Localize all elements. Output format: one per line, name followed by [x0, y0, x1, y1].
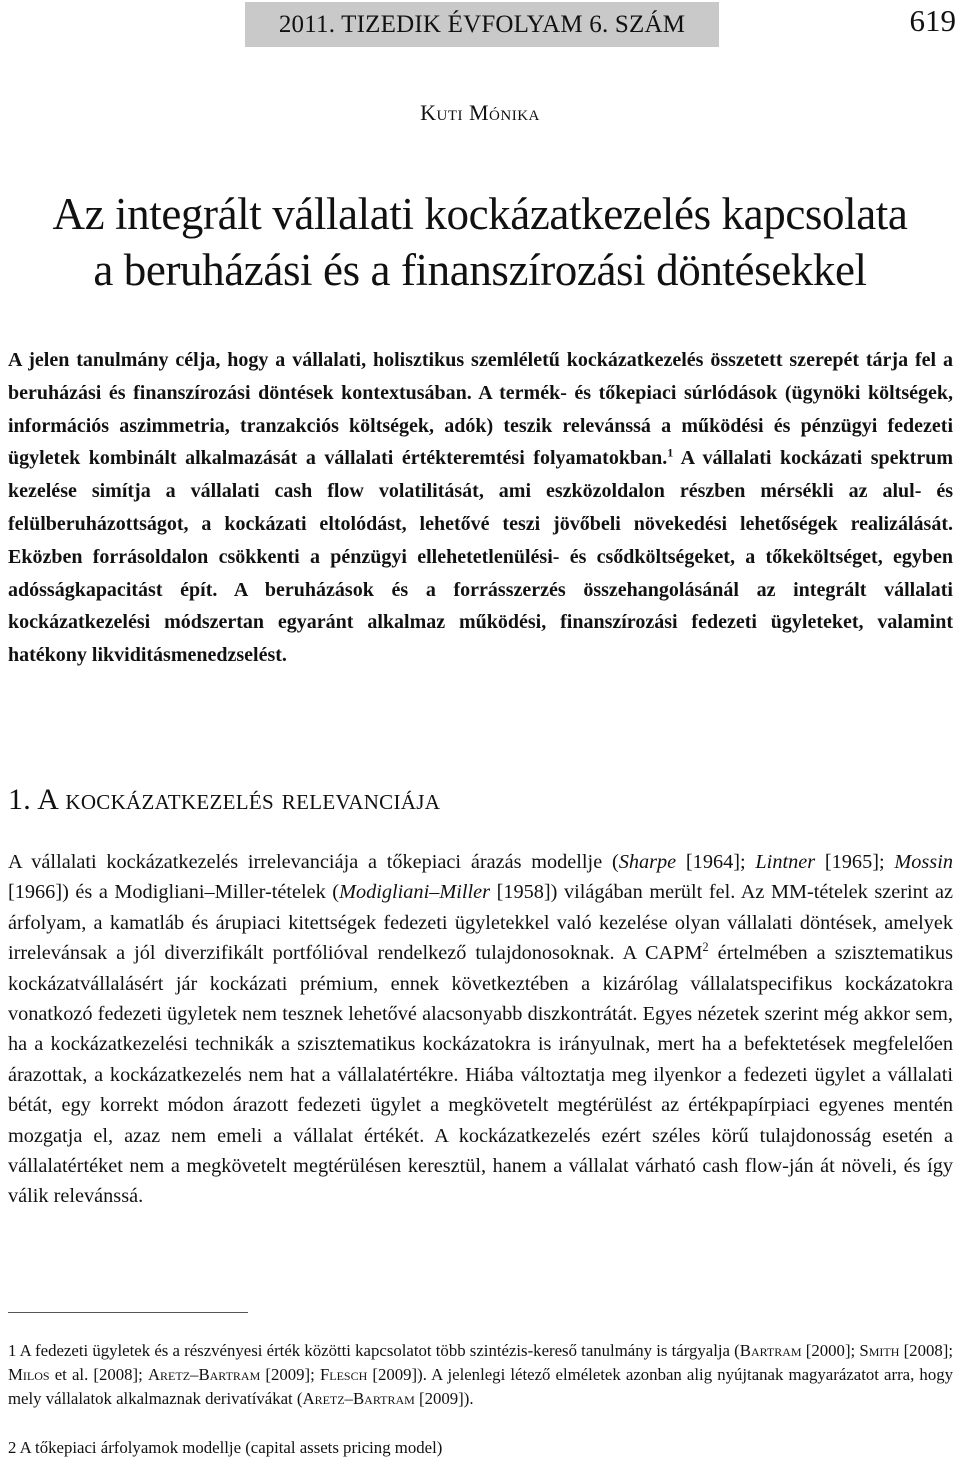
citation-flesch: Flesch — [319, 1365, 368, 1384]
citation-milos: Milos — [8, 1365, 50, 1384]
citation-bartram: Bartram — [739, 1341, 802, 1360]
running-header — [245, 2, 719, 47]
footnote-ref-1[interactable]: 1 — [667, 445, 674, 460]
citation-aretz-bartram-2: Aretz–Bartram — [302, 1389, 415, 1408]
footnote-1-text-f: [2009]). A jelenlegi létező elméletek azonban alig nyújtanak magyarázatot arra, hogy mely vállalatok alkalmaznak derivatívákat ( — [8, 1365, 953, 1408]
title-line-2: a beruházási és a finanszírozási döntésekkel — [93, 245, 867, 295]
citation-aretz-bartram: Aretz–Bartram — [147, 1365, 261, 1384]
author-name: Kuti Mónika — [420, 100, 540, 125]
footnote-1-text-c: [2008]; — [899, 1341, 953, 1360]
page-number: 619 — [909, 3, 956, 38]
citation-modigliani-miller: Modigliani–Miller — [339, 881, 491, 904]
journal-issue: 2011. TIZEDIK ÉVFOLYAM 6. SZÁM — [278, 10, 686, 38]
footnote-1-text-a: 1 A fedezeti ügyletek és a részvényesi érték közötti kapcsolatot több szintézis-kereső tanulmány is tárgyalja ( — [8, 1341, 740, 1360]
footnote-divider — [8, 1312, 248, 1313]
footnote-1-text-b: [2000]; — [801, 1341, 860, 1360]
abstract-part-1: A jelen tanulmány célja, hogy a vállalati, holisztikus szemléletű kockázatkezelés összetett szerepét tárja fel a beruházási és finanszírozási döntések kontextusában. A termék- és tőkepiaci súrlódások (ügynöki költségek, információs aszimmetria, tranzakciós költségek, adók) teszik relevánssá a működési és pénzügyi fedezeti ügyletek kombinált alkalmazását a vállalati értékteremtési folyamatokban. — [8, 349, 953, 470]
body-text-5: [1958]) világában merült fel. Az MM-tételek szerint az árfolyam, a kamatláb és árupiaci kitettségek fedezeti ügyletekkel való kezelése olyan vállalati döntések, amelyek irrelevánsak a jól diverzifikált portfólióval rendelkező tulajdonosoknak. A CAPM — [8, 881, 954, 965]
section-heading: 1. A kockázatkezelés relevanciája — [8, 783, 441, 816]
footnote-2: 2 A tőkepiaci árfolyamok modellje (capital assets pricing model) — [8, 1438, 443, 1457]
footnote-1-text-e: [2009]; — [260, 1365, 320, 1384]
body-text-3: [1965]; — [815, 851, 895, 873]
article-title — [0, 186, 960, 298]
abstract — [8, 344, 953, 672]
citation-sharpe: Sharpe — [618, 851, 677, 873]
footnote-1-text-d: et al. [2008]; — [49, 1365, 148, 1384]
body-text-4: [1966]) és a Modigliani–Miller-tételek ( — [8, 881, 340, 904]
title-line-1: Az integrált vállalati kockázatkezelés kapcsolata — [52, 189, 908, 239]
footnote-1 — [8, 1339, 953, 1411]
abstract-part-2: A vállalati kockázati spektrum kezelése simítja a vállalati cash flow volatilitását, ami eszközoldalon részben mérsékli az alul- és felülberuházottságot, a kockázati eltolódást, lehetővé teszi jövőbeli növekedési lehetőségek realizálását. Eközben forrásoldalon csökkenti a pénzügyi ellehetetlenülési- és csődköltségeket, a tőkeköltséget, egyben adósságkapacitást épít. A beruházások és a forrásszerzés összehangolásánál az integrált vállalati kockázatkezelési módszertan egyaránt alkalmaz működési, finanszírozási fedezeti ügyleteket, valamint hatékony likviditásmenedzselést. — [8, 447, 953, 667]
citation-lintner: Lintner — [755, 851, 816, 873]
citation-mossin: Mossin — [894, 851, 953, 873]
body-text-2: [1964]; — [676, 851, 756, 873]
citation-smith: Smith — [859, 1341, 900, 1360]
body-text-1: A vállalati kockázatkezelés irrelevanciája a tőkepiaci árazás modellje ( — [8, 851, 619, 873]
footnote-ref-2[interactable]: 2 — [702, 940, 709, 955]
body-text-6: értelmében a szisztematikus kockázatvállalásért jár kockázati prémium, ennek következtében a kizárólag vállalatspecifikus kockázatokra vonatkozó fedezeti ügyletek nem tesznek lehetővé alacsonyabb diszkontrátát. Egyes nézetek szerint még akkor sem, ha a kockázatkezelési technikák a szisztematikus kockázatokra is irányulnak, mert ha a befektetések megfelelően árazottak, a kockázatkezelés nem hat a vállalatértékre. Hiába változtatja meg ilyenkor a fedezeti ügylet a vállalati bétát, egy korrekt módon árazott fedezeti ügylet a megkövetelt megtérülést az értékpapírpiaci egyenes mentén mozgatja el, azaz nem emeli a vállalat értékét. A kockázatkezelés ezért széles körű tulajdonosság esetén a vállalatértéket nem a megkövetelt megtérülésen keresztül, hanem a vállalat várható cash flow-ján át növeli, és így válik relevánssá. — [8, 942, 953, 1208]
footnote-1-text-g: [2009]). — [414, 1389, 474, 1408]
body-paragraph — [8, 847, 953, 1212]
